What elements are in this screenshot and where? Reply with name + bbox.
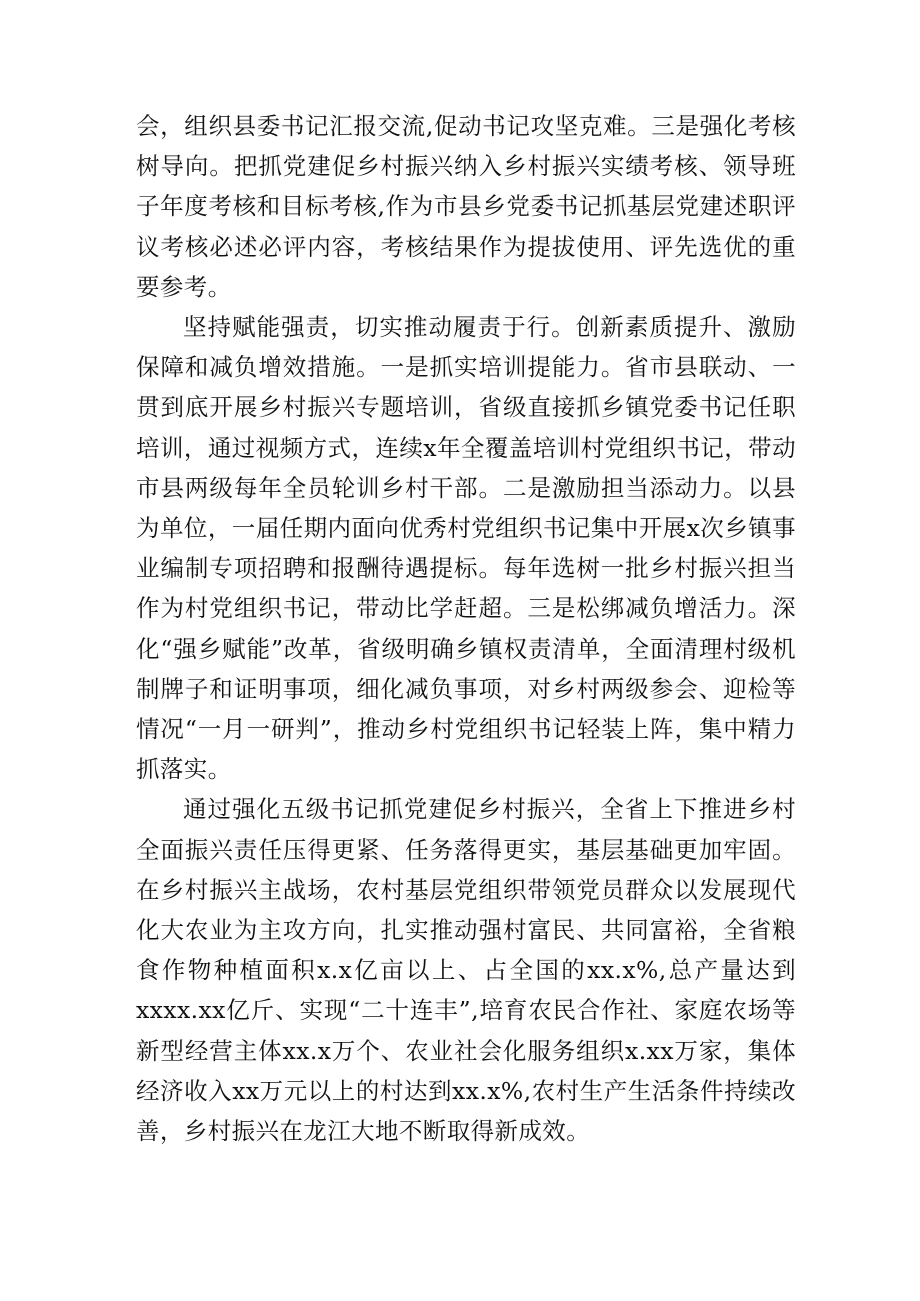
paragraph-assessment-guidance: 会，组织县委书记汇报交流,促动书记攻坚克难。三是强化考核树导向。把抓党建促乡村振兴纳入乡村振兴实绩考核、领导班子年度考核和目标考核,作为市县乡党委书记抓基层党建述职评议考核必述必评内容，考核结果作为提拔使用、评先选优的重要参考。	[136, 112, 796, 301]
paragraph-empowerment: 坚持赋能强责，切实推动履责于行。创新素质提升、激励保障和减负增效措施。一是抓实培训提能力。省市县联动、一贯到底开展乡村振兴专题培训，省级直接抓乡镇党委书记任职培训，通过视频方式，连续x年全覆盖培训村党组织书记，带动市县两级每年全员轮训乡村干部。二是激励担当添动力。以县为单位，一届任期内面向优秀村党组织书记集中开展x次乡镇事业编制专项招聘和报酬待遇提标。每年选树一批乡村振兴担当作为村党组织书记，带动比学赶超。三是松绑减负增活力。深化“强乡赋能”改革，省级明确乡镇权责清单，全面清理村级机制牌子和证明事项，细化减负事项，对乡村两级参会、迎检等情况“一月一研判”，推动乡村党组织书记轻装上阵，集中精力抓落实。	[136, 313, 796, 784]
document-body	[136, 106, 796, 1151]
paragraph-results: 通过强化五级书记抓党建促乡村振兴，全省上下推进乡村全面振兴责任压得更紧、任务落得更实，基层基础更加牢固。在乡村振兴主战场，农村基层党组织带领党员群众以发展现代化大农业为主攻方向，扎实推动强村富民、共同富裕，全省粮食作物种植面积x.x亿亩以上、占全国的xx.x%,总产量达到xxxx.xx亿斤、实现“二十连丰”,培育农民合作社、家庭农场等新型经营主体xx.x万个、农业社会化服务组织x.xx万家，集体经济收入xx万元以上的村达到xx.x%,农村生产生活条件持续改善，乡村振兴在龙江大地不断取得新成效。	[136, 795, 796, 1146]
